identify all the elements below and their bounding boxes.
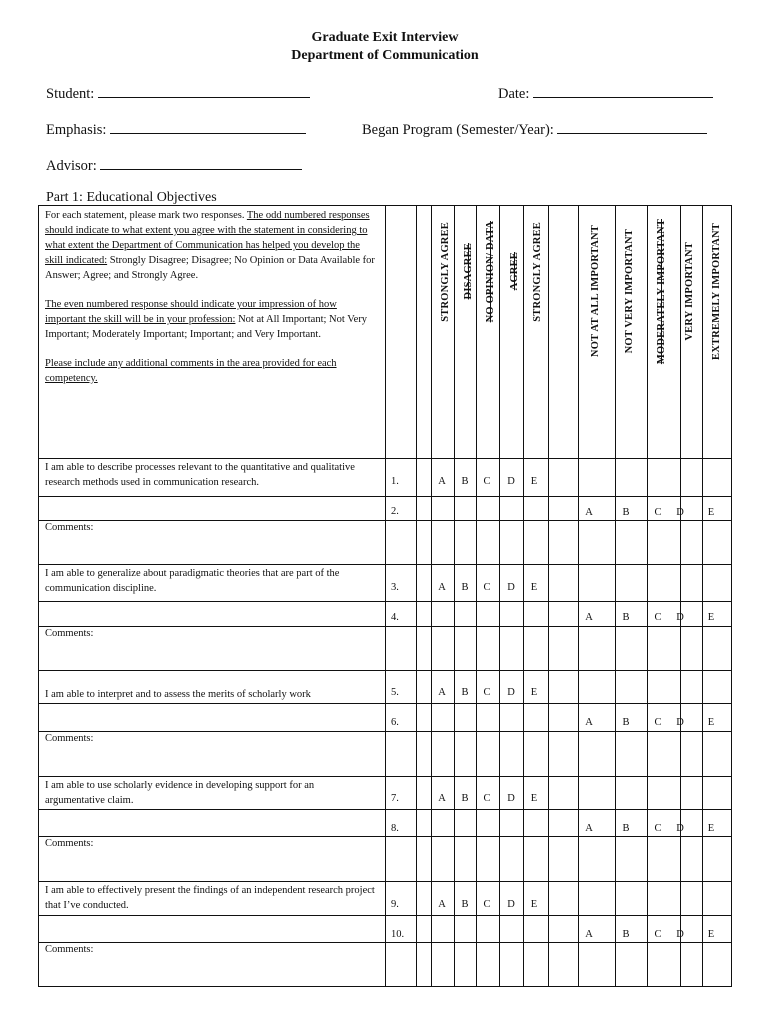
answer-7-d[interactable]: D [507,793,515,804]
advisor-input-line[interactable] [100,155,302,170]
answer-4-b[interactable]: B [622,612,630,623]
answer-1-a[interactable]: A [438,476,446,487]
item-number-9: 9. [391,899,399,910]
answer-7-b[interactable]: B [461,793,469,804]
student-field[interactable] [46,83,310,103]
answer-2-d[interactable]: D [676,507,684,518]
answer-3-a[interactable]: A [438,582,446,593]
item-number-5: 5. [391,687,399,698]
header-not-at-all-important: NOT AT ALL IMPORTANT [590,225,601,358]
statement-5: I am able to effectively present the findings of an independent research project that I’ve conducted. [45,885,375,911]
answer-2-a[interactable]: A [585,507,593,518]
instructions-odd-scale: Strongly Disagree; Disagree; No Opinion or Data Available for Answer; Agree; and Strongly Agree. [45,255,375,281]
answer-4-e[interactable]: E [707,612,715,623]
answer-8-e[interactable]: E [707,823,715,834]
comments-1[interactable]: Comments: [45,522,94,533]
objectives-table [38,205,732,987]
comments-2[interactable]: Comments: [45,628,94,639]
emphasis-field[interactable] [46,119,306,139]
answer-6-d[interactable]: D [676,717,684,728]
answer-5-e[interactable]: E [530,687,538,698]
comments-3[interactable]: Comments: [45,733,94,744]
header-no-opinion: NO OPINION/ DATA [485,220,496,323]
header-not-very-important: NOT VERY IMPORTANT [624,229,635,354]
statement-3: I am able to interpret and to assess the merits of scholarly work [45,689,311,700]
answer-7-c[interactable]: C [483,793,491,804]
answer-6-a[interactable]: A [585,717,593,728]
answer-6-b[interactable]: B [622,717,630,728]
answer-9-e[interactable]: E [530,899,538,910]
emphasis-label: Emphasis: [46,122,107,138]
answer-8-c[interactable]: C [654,823,662,834]
began-program-field[interactable] [362,119,707,139]
header-extremely-important: EXTREMELY IMPORTANT [711,223,722,360]
header-agree: AGREE [509,252,520,291]
answer-2-c[interactable]: C [654,507,662,518]
answer-10-e[interactable]: E [707,929,715,940]
statement-2: I am able to generalize about paradigmatic theories that are part of the communication discipline. [45,568,340,594]
date-field[interactable] [498,83,713,103]
answer-1-b[interactable]: B [461,476,469,487]
instructions-comments: Please include any additional comments in the area provided for each competency. [45,358,337,384]
instructions-odd-rule: The odd numbered responses should indicate to what extent you agree with the statement in considering to what extent the Department of Communication has helped you develop the skill indicated: [45,210,370,266]
statement-4: I am able to use scholarly evidence in developing support for an argumentative claim. [45,780,315,806]
answer-4-d[interactable]: D [676,612,684,623]
answer-1-e[interactable]: E [530,476,538,487]
answer-3-b[interactable]: B [461,582,469,593]
instructions-even-scale: Not at All Important; Not Very Important; Moderately Important; Important; and Very Important. [45,314,368,340]
answer-2-e[interactable]: E [707,507,715,518]
answer-4-a[interactable]: A [585,612,593,623]
answer-10-b[interactable]: B [622,929,630,940]
item-number-3: 3. [391,582,399,593]
answer-3-c[interactable]: C [483,582,491,593]
department-title: Department of Communication [291,48,479,63]
answer-9-a[interactable]: A [438,899,446,910]
answer-8-a[interactable]: A [585,823,593,834]
comments-5[interactable]: Comments: [45,944,94,955]
student-input-line[interactable] [98,83,310,98]
instructions [45,208,380,400]
answer-10-a[interactable]: A [585,929,593,940]
answer-8-d[interactable]: D [676,823,684,834]
answer-6-e[interactable]: E [707,717,715,728]
answer-5-a[interactable]: A [438,687,446,698]
comments-4[interactable]: Comments: [45,838,94,849]
answer-1-c[interactable]: C [483,476,491,487]
answer-5-c[interactable]: C [483,687,491,698]
answer-3-d[interactable]: D [507,582,515,593]
answer-9-d[interactable]: D [507,899,515,910]
answer-1-d[interactable]: D [507,476,515,487]
item-number-4: 4. [391,612,399,623]
header-moderately-important: MODERATELY IMPORTANT [656,218,667,365]
form-title: Graduate Exit Interview [311,30,459,45]
instructions-even-rule: The even numbered response should indicate your impression of how important the skill will be in your profession: [45,299,337,325]
date-input-line[interactable] [533,83,713,98]
emphasis-input-line[interactable] [110,119,306,134]
answer-10-c[interactable]: C [654,929,662,940]
item-number-8: 8. [391,823,399,834]
item-number-7: 7. [391,793,399,804]
answer-7-a[interactable]: A [438,793,446,804]
header-very-important: VERY IMPORTANT [684,242,695,341]
header-disagree: DISAGREE [463,243,474,300]
header-strongly-agree-1: STRONGLY AGREE [440,221,451,322]
item-number-10: 10. [391,929,405,940]
began-program-input-line[interactable] [557,119,707,134]
item-number-2: 2. [391,506,399,517]
answer-5-d[interactable]: D [507,687,515,698]
item-number-1: 1. [391,476,399,487]
statement-1: I am able to describe processes relevant to the quantitative and qualitative research methods used in communication research. [45,462,355,488]
student-label: Student: [46,86,95,102]
date-label: Date: [498,86,530,102]
answer-2-b[interactable]: B [622,507,630,518]
header-strongly-agree-2: STRONGLY AGREE [532,221,543,322]
instructions-intro: For each statement, please mark two responses. [45,210,247,221]
answer-8-b[interactable]: B [622,823,630,834]
answer-10-d[interactable]: D [676,929,684,940]
answer-7-e[interactable]: E [530,793,538,804]
item-number-6: 6. [391,717,399,728]
answer-4-c[interactable]: C [654,612,662,623]
answer-3-e[interactable]: E [530,582,538,593]
part-title: Part 1: Educational Objectives [46,190,217,205]
answer-9-c[interactable]: C [483,899,491,910]
began-program-label: Began Program (Semester/Year): [362,122,554,138]
answer-9-b[interactable]: B [461,899,469,910]
answer-6-c[interactable]: C [654,717,662,728]
answer-5-b[interactable]: B [461,687,469,698]
advisor-label: Advisor: [46,158,97,174]
advisor-field[interactable] [46,155,302,175]
